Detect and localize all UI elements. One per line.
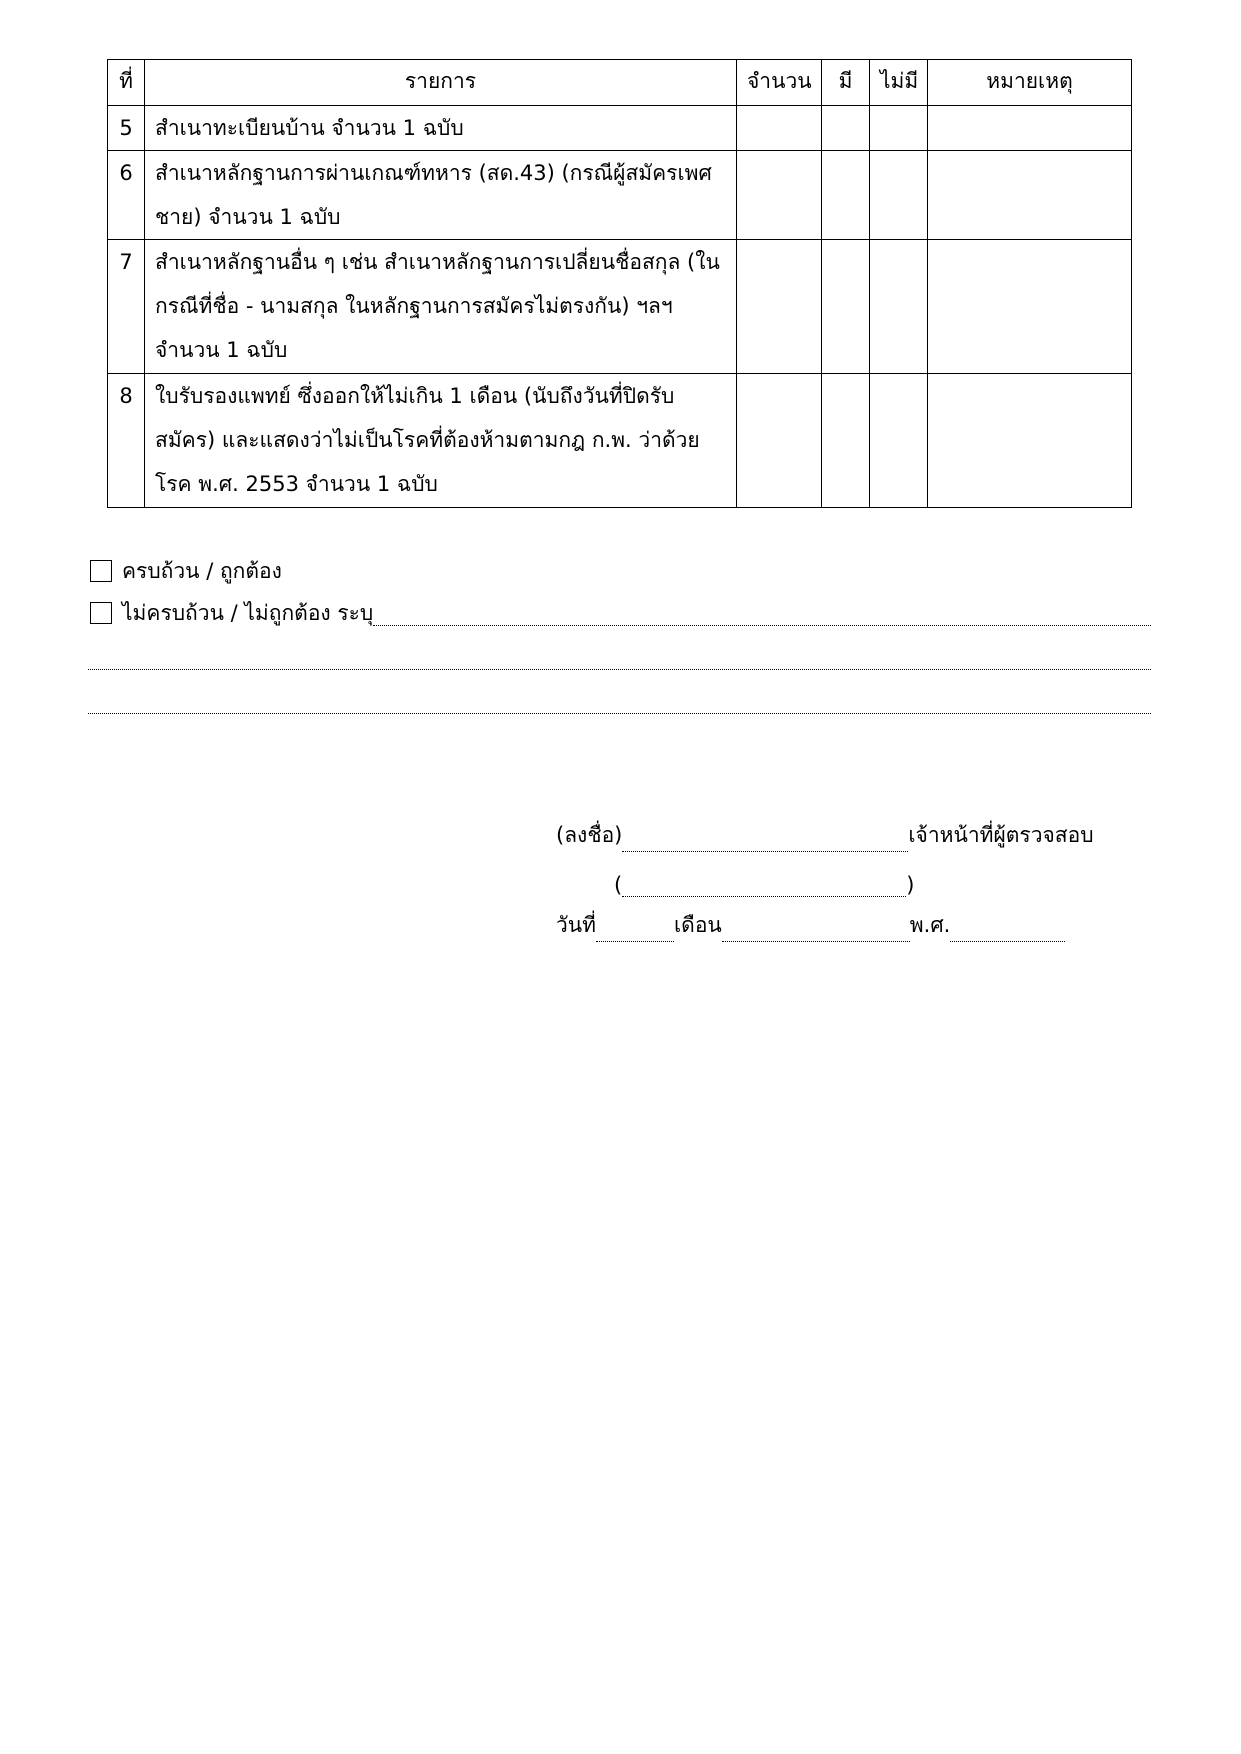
row-remark-cell[interactable] — [928, 240, 1132, 374]
row-number: 6 — [108, 151, 145, 240]
month-label: เดือน — [674, 913, 722, 937]
row-quantity-cell[interactable] — [737, 106, 822, 151]
incomplete-checkbox[interactable] — [90, 602, 112, 624]
reason-line-3[interactable] — [88, 713, 1151, 714]
row-number: 7 — [108, 240, 145, 374]
row-have-cell[interactable] — [822, 374, 870, 508]
year-field[interactable] — [950, 915, 1065, 942]
table-header-row — [108, 60, 1132, 106]
printed-name-field[interactable] — [622, 870, 906, 897]
header-quantity: จำนวน — [737, 60, 822, 106]
complete-option — [90, 556, 282, 586]
table-row — [108, 240, 1132, 374]
header-item: รายการ — [145, 60, 737, 106]
row-quantity-cell[interactable] — [737, 151, 822, 240]
row-have-cell[interactable] — [822, 106, 870, 151]
table-row — [108, 106, 1132, 151]
row-number: 5 — [108, 106, 145, 151]
table-row — [108, 151, 1132, 240]
row-not-have-cell[interactable] — [870, 374, 928, 508]
sign-prefix: (ลงชื่อ) — [556, 823, 623, 847]
document-checklist-table — [107, 59, 1132, 508]
reason-line-2[interactable] — [88, 669, 1151, 670]
day-label: วันที่ — [556, 913, 596, 937]
row-number: 8 — [108, 374, 145, 508]
row-remark-cell[interactable] — [928, 106, 1132, 151]
sign-suffix: เจ้าหน้าที่ผู้ตรวจสอบ — [908, 823, 1094, 847]
complete-checkbox[interactable] — [90, 560, 112, 582]
day-field[interactable] — [596, 915, 674, 942]
complete-label: ครบถ้วน / ถูกต้อง — [122, 558, 282, 583]
row-not-have-cell[interactable] — [870, 151, 928, 240]
incomplete-reason-line[interactable] — [373, 601, 1151, 626]
printed-name-line — [614, 863, 914, 897]
row-have-cell[interactable] — [822, 151, 870, 240]
paren-close: ) — [906, 873, 915, 897]
table-row — [108, 374, 1132, 508]
row-have-cell[interactable] — [822, 240, 870, 374]
month-field[interactable] — [722, 915, 910, 942]
row-item: สำเนาหลักฐานการผ่านเกณฑ์ทหาร (สด.43) (กรณีผู้สมัครเพศชาย) จำนวน 1 ฉบับ — [145, 151, 737, 240]
year-label: พ.ศ. — [909, 913, 951, 937]
row-remark-cell[interactable] — [928, 374, 1132, 508]
row-quantity-cell[interactable] — [737, 374, 822, 508]
signature-line — [556, 818, 1094, 852]
paren-open: ( — [614, 873, 623, 897]
row-quantity-cell[interactable] — [737, 240, 822, 374]
header-have: มี — [822, 60, 870, 106]
header-not-have: ไม่มี — [870, 60, 928, 106]
signature-field[interactable] — [622, 825, 908, 852]
header-remark: หมายเหตุ — [928, 60, 1132, 106]
row-not-have-cell[interactable] — [870, 106, 928, 151]
incomplete-option — [90, 598, 1151, 628]
date-line — [556, 908, 1065, 942]
row-item: สำเนาหลักฐานอื่น ๆ เช่น สำเนาหลักฐานการเปลี่ยนชื่อสกุล (ในกรณีที่ชื่อ - นามสกุล ในหลักฐานการสมัครไม่ตรงกัน) ฯลฯ จำนวน 1 ฉบับ — [145, 240, 737, 374]
row-item: ใบรับรองแพทย์ ซึ่งออกให้ไม่เกิน 1 เดือน (นับถึงวันที่ปิดรับสมัคร) และแสดงว่าไม่เป็นโรคที่ต้องห้ามตามกฎ ก.พ. ว่าด้วยโรค พ.ศ. 2553 จำนวน 1 ฉบับ — [145, 374, 737, 508]
row-not-have-cell[interactable] — [870, 240, 928, 374]
row-remark-cell[interactable] — [928, 151, 1132, 240]
row-item: สำเนาทะเบียนบ้าน จำนวน 1 ฉบับ — [145, 106, 737, 151]
header-no: ที่ — [108, 60, 145, 106]
incomplete-label: ไม่ครบถ้วน / ไม่ถูกต้อง ระบุ — [122, 600, 374, 625]
